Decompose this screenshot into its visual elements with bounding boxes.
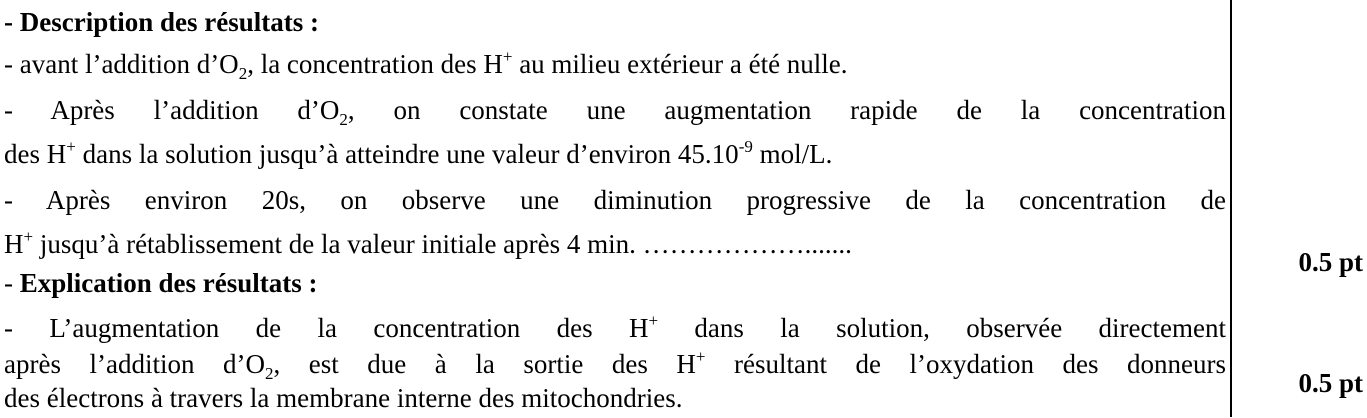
score-column: [1232, 0, 1367, 417]
explanation-line-2: après l’addition $d’O_2$, est due à la sortie des H+ résultant de l’oxydation des donneurs: [4, 347, 1226, 383]
score-1: 0.5 pt: [1298, 247, 1363, 277]
description-line-3: des H+ dans la solution jusqu’à atteindre une valeur d’environ $45.10^{-9}$ mol/L.: [4, 137, 833, 169]
explanation-heading: - Explication des résultats :: [4, 268, 318, 298]
description-line-4: - Après environ 20s, on observe une diminution progressive de la concentration de: [4, 185, 1226, 215]
explanation-line-1: - L’augmentation de la concentration des H+ dans la solution, observée directement: [4, 311, 1226, 343]
description-heading: - Description des résultats :: [4, 7, 319, 37]
score-2: 0.5 pt: [1298, 368, 1363, 398]
explanation-line-3: des électrons à travers la membrane interne des mitochondries.: [4, 383, 683, 413]
description-line-2: - Après l’addition $d’O_2$, on constate une augmentation rapide de la concentration: [4, 95, 1227, 129]
description-line-1: - avant l’addition $d’O_2$, la concentration des H+ au milieu extérieur a été nulle.: [4, 47, 848, 83]
description-line-5: H+ jusqu’à rétablissement de la valeur initiale après 4 min. ……………….......: [4, 227, 852, 259]
